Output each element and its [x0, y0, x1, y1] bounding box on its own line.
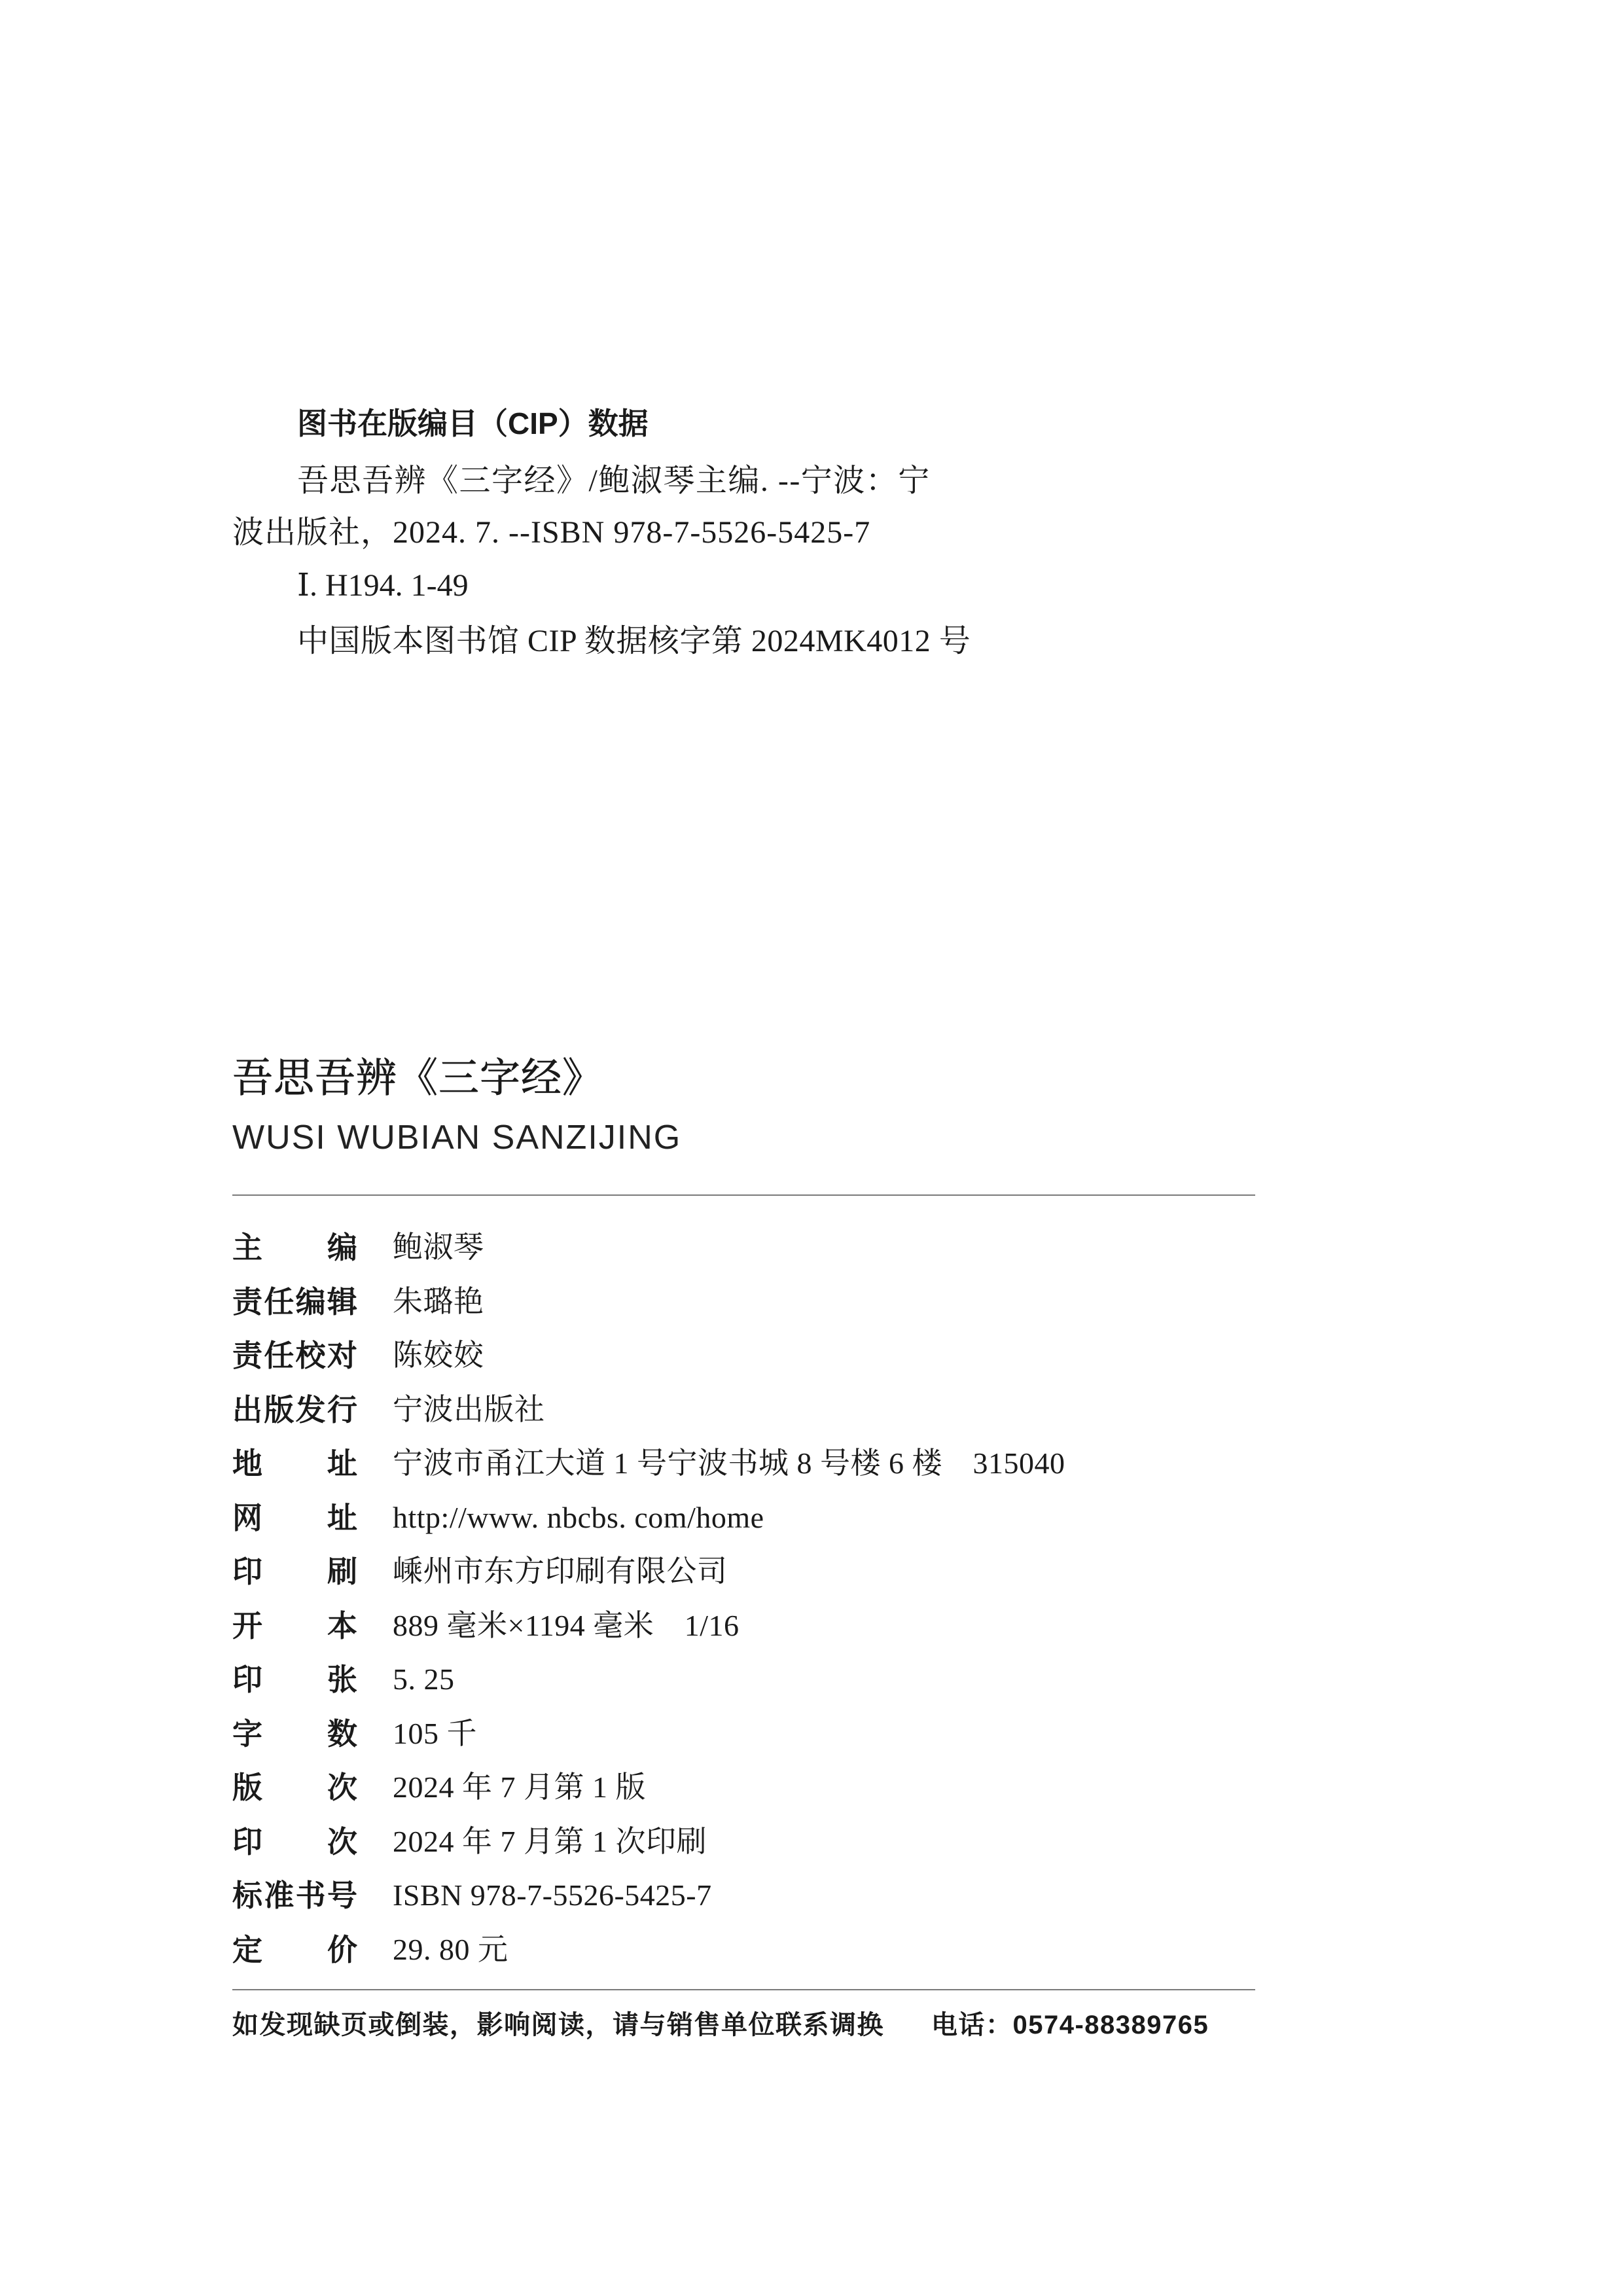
cip-line: 波出版社，2024. 7. --ISBN 978-7-5526-5425-7	[232, 515, 871, 550]
detail-value: 29. 80 元	[393, 1932, 508, 1966]
contact-phone: 电话：0574-88389765	[931, 2011, 1209, 2039]
detail-label: 定价	[232, 1932, 357, 1967]
detail-value: 鲍淑琴	[393, 1230, 484, 1264]
detail-value: 宁波出版社	[393, 1392, 545, 1426]
detail-value: 5. 25	[393, 1662, 455, 1696]
detail-value: 嵊州市东方印刷有限公司	[393, 1554, 728, 1588]
detail-value: ISBN 978-7-5526-5425-7	[393, 1878, 712, 1912]
detail-row-word-count	[232, 1707, 1255, 1761]
detail-value: 2024 年 7 月第 1 次印刷	[393, 1824, 707, 1858]
divider	[232, 1989, 1255, 1990]
detail-row-responsible-editor	[232, 1275, 1255, 1329]
detail-row-edition	[232, 1761, 1255, 1815]
cip-heading: 图书在版编目（CIP）数据	[297, 406, 649, 440]
detail-label: 责任编辑	[232, 1284, 357, 1319]
detail-label: 出版发行	[232, 1392, 357, 1427]
book-title-pinyin: WUSI WUBIAN SANZIJING	[232, 1119, 682, 1157]
detail-row-printing	[232, 1815, 1255, 1869]
detail-value: 陈姣姣	[393, 1338, 484, 1372]
detail-label: 地址	[232, 1446, 357, 1480]
detail-label: 印刷	[232, 1554, 357, 1588]
cip-record-number: 中国版本图书馆 CIP 数据核字第 2024MK4012 号	[297, 624, 971, 658]
detail-value: http://www. nbcbs. com/home	[393, 1500, 764, 1534]
detail-label: 标准书号	[232, 1878, 357, 1912]
detail-value: 宁波市甬江大道 1 号宁波书城 8 号楼 6 楼 315040	[393, 1446, 1065, 1480]
detail-row-isbn	[232, 1869, 1255, 1923]
detail-label: 印次	[232, 1824, 357, 1859]
detail-label: 字数	[232, 1716, 357, 1751]
detail-row-sheets	[232, 1653, 1255, 1707]
detail-row-editor	[232, 1221, 1255, 1275]
detail-row-website	[232, 1491, 1255, 1545]
detail-label: 印张	[232, 1662, 357, 1696]
detail-label: 网址	[232, 1500, 357, 1535]
detail-row-publisher	[232, 1383, 1255, 1437]
publication-details	[232, 1221, 1255, 1977]
detail-value: 朱璐艳	[393, 1284, 484, 1318]
detail-label: 主编	[232, 1230, 357, 1265]
detail-label: 版次	[232, 1770, 357, 1804]
detail-label: 责任校对	[232, 1338, 357, 1372]
detail-row-proofreader	[232, 1329, 1255, 1383]
cip-line: 吾思吾辨《三字经》/鲍淑琴主编. --宁波：宁	[297, 463, 931, 498]
detail-label: 开本	[232, 1608, 357, 1643]
detail-value: 2024 年 7 月第 1 版	[393, 1770, 646, 1804]
defect-notice: 如发现缺页或倒装，影响阅读，请与销售单位联系调换	[232, 2011, 884, 2039]
detail-row-price	[232, 1923, 1255, 1977]
book-title: 吾思吾辨《三字经》	[232, 1056, 604, 1101]
detail-value: 889 毫米×1194 毫米 1/16	[393, 1608, 740, 1642]
detail-value: 105 千	[393, 1716, 477, 1750]
detail-row-format	[232, 1599, 1255, 1653]
detail-row-printer	[232, 1545, 1255, 1599]
divider	[232, 1194, 1255, 1196]
cip-classification: Ⅰ. H194. 1-49	[297, 568, 469, 603]
detail-row-address	[232, 1437, 1255, 1491]
